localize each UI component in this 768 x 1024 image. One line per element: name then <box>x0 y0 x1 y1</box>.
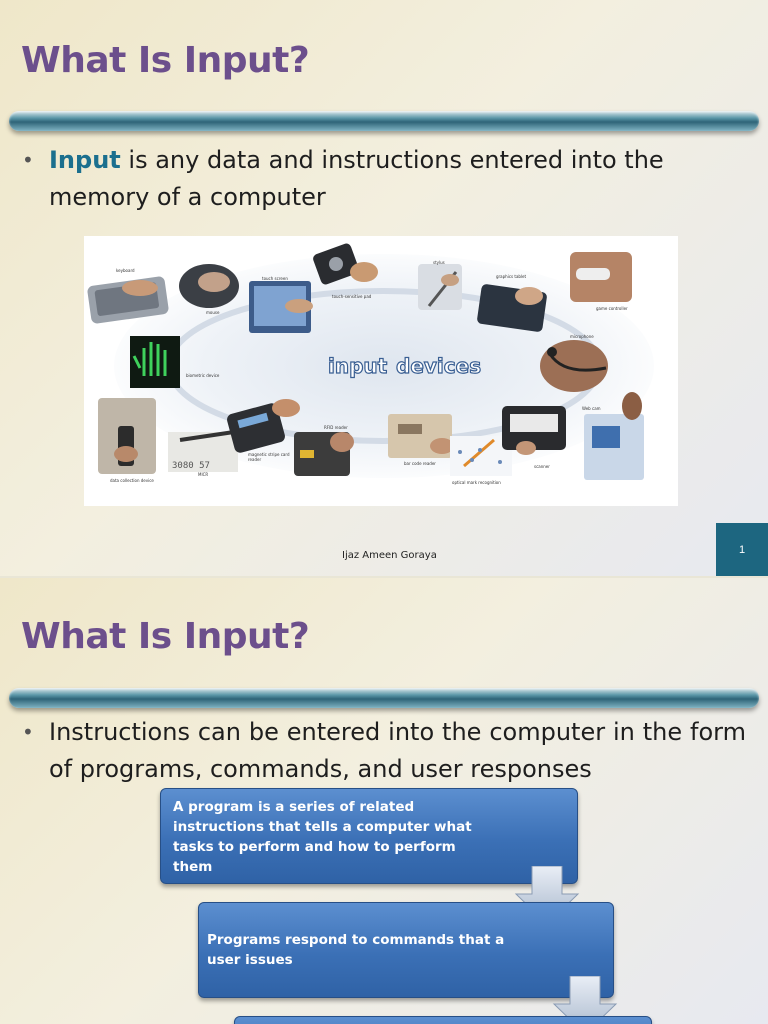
bar-code-reader-photo <box>388 414 454 458</box>
bullet-text: is any data and instructions entered into the memory of a computer <box>49 146 664 211</box>
label-bar-code-reader: bar code reader <box>404 461 436 466</box>
label-micr: MICR <box>198 472 209 477</box>
center-word-devices: devices <box>396 354 482 378</box>
flow-step-text: Programs respond to commands that a user issues <box>207 932 505 968</box>
label-data-collection-device: data collection device <box>110 478 154 483</box>
title-divider-bar <box>9 111 759 131</box>
slide-2 <box>0 578 768 1024</box>
scanner-photo <box>502 406 566 455</box>
label-rfid-reader: RFID reader <box>324 425 348 430</box>
label-microphone: microphone <box>570 334 594 339</box>
label-scanner: scanner <box>534 464 550 469</box>
microphone-photo <box>540 340 608 392</box>
flow-step-text: A program is a series of related instructions that tells a computer what tasks to perform and how to perform them <box>173 799 472 875</box>
center-word-input: input <box>328 354 388 378</box>
title-divider-bar <box>9 688 759 708</box>
label-game-controller: game controller <box>596 306 628 311</box>
input-devices-illustration <box>84 236 678 506</box>
bullet-keyword: Input <box>49 146 121 174</box>
label-touch-sensitive-pad: touch-sensitive pad <box>332 294 372 299</box>
label-touch-screen: touch screen <box>262 276 288 281</box>
label-graphics-tablet: graphics tablet <box>496 274 527 279</box>
game-controller-photo <box>570 252 632 302</box>
label-optical-mark-recognition: optical mark recognition <box>452 480 501 485</box>
flow-step-next <box>234 1016 652 1024</box>
bullet-text: Instructions can be entered into the computer in the form of programs, commands, and user responses <box>49 718 746 783</box>
bullet-input-definition <box>22 142 746 216</box>
slide-title: What Is Input? <box>21 616 310 657</box>
micr-pen-photo <box>168 432 238 472</box>
rfid-reader-photo <box>294 432 354 476</box>
svg-text:3080 57: 3080 57 <box>172 461 210 471</box>
label-keyboard: keyboard <box>116 268 135 273</box>
biometric-device-photo <box>130 336 180 388</box>
stylus-photo <box>418 264 462 310</box>
touch-screen-photo <box>249 281 313 333</box>
data-collection-device-photo <box>98 398 156 474</box>
footer-author: Ijaz Ameen Goraya <box>342 550 437 561</box>
bullet-dot-icon: • <box>22 148 34 172</box>
input-devices-image <box>84 236 678 506</box>
page-number: 1 <box>716 523 768 576</box>
slide-title: What Is Input? <box>21 40 310 81</box>
label-biometric-device: biometric device <box>186 373 220 378</box>
bullet-dot-icon: • <box>22 720 34 744</box>
bullet-instructions <box>22 714 746 788</box>
mouse-photo <box>179 264 239 308</box>
label-stylus: stylus <box>433 260 445 265</box>
label-web-cam: Web cam <box>582 406 601 411</box>
label-magnetic-stripe: magnetic stripe card reader <box>248 452 290 462</box>
label-mouse: mouse <box>206 310 220 315</box>
